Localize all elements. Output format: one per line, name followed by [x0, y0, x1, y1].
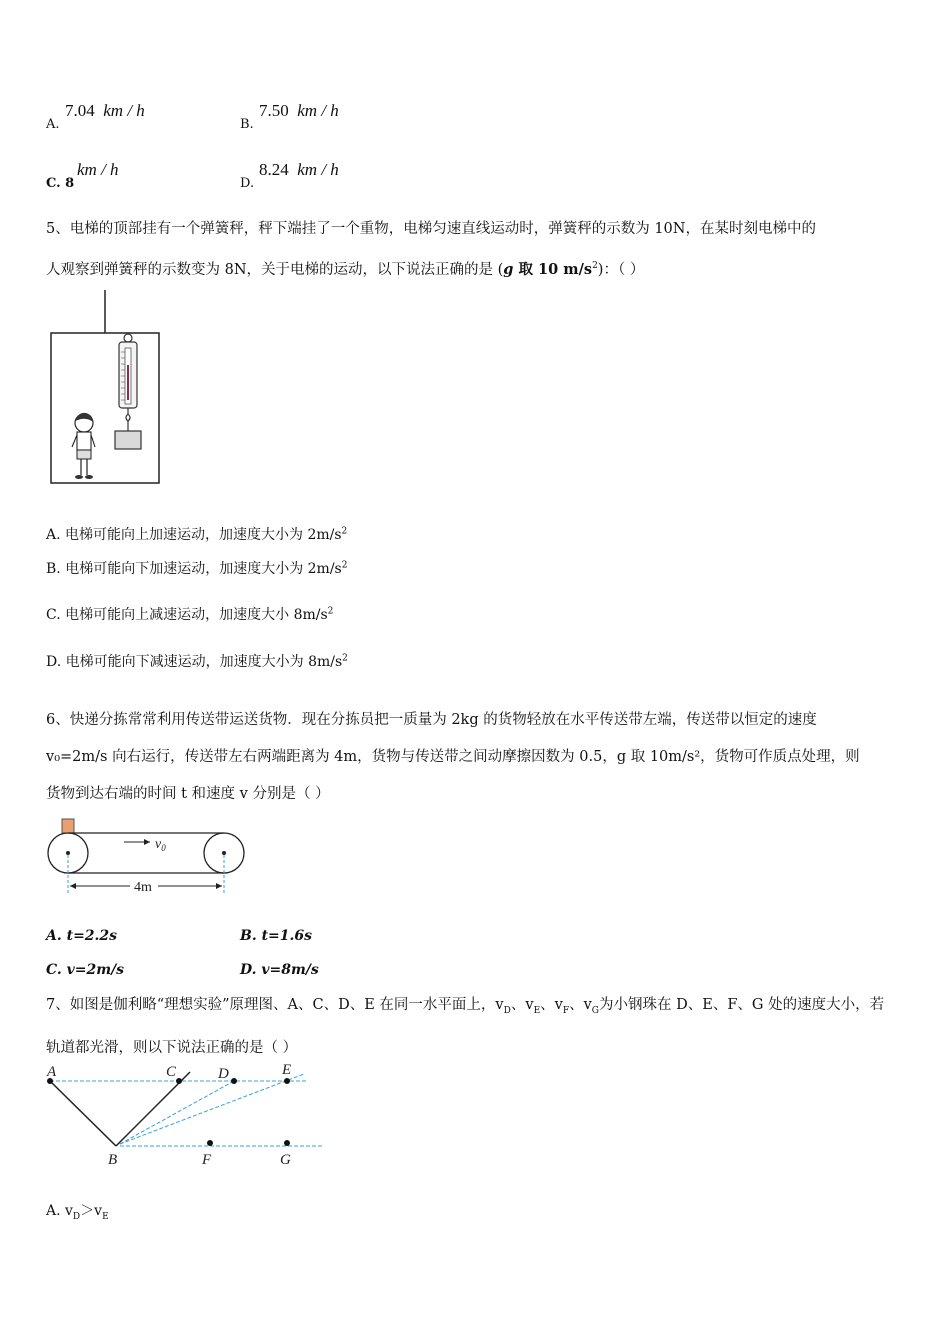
svg-text:B: B	[108, 1152, 118, 1168]
q5-stem-line2: 人观察到弹簧秤的示数变为 8N，关于电梯的运动，以下说法正确的是 (g 取 10 $m/s^2$)：（ ）	[46, 260, 645, 278]
q6-stem-line2: v₀=2m/s 向右运行，传送带左右两端距离为 4m，货物与传送带之间动摩擦因数为 0.5，g 取 10m/s²，货物可作质点处理，则	[46, 749, 860, 765]
q6-stem-line1: 6、快递分拣常常利用传送带运送货物．现在分拣员把一质量为 2kg 的货物轻放在水平传送带左端，传送带以恒定的速度	[46, 712, 817, 728]
svg-text:G: G	[280, 1152, 291, 1168]
q6-option-d: D. v=8m/s	[240, 962, 319, 978]
q5-stem-line1: 5、电梯的顶部挂有一个弹簧秤，秤下端挂了一个重物，电梯匀速直线运动时，弹簧秤的示数为 10N，在某时刻电梯中的	[46, 221, 816, 237]
q4-option-b-unit: km / h	[297, 101, 339, 120]
q5-option-c: C. 电梯可能向上减速运动，加速度大小 $8m/s^2$	[46, 606, 334, 623]
q4-option-b-number: 7.50	[259, 101, 289, 120]
q4-option-a-unit: km / h	[103, 101, 145, 120]
q7-stem-line1: 7、如图是伽利略“理想实验”原理图、A、C、D、E 在同一水平面上，$v_D$、$v_E$、$v_F$、$v_G$为小钢珠在 D、E、F、G 处的速度大小，若	[46, 997, 885, 1016]
q4-option-c-unit: km / h	[77, 160, 119, 179]
q6-option-b: B. t=1.6s	[240, 928, 313, 944]
svg-text:E: E	[282, 1062, 292, 1078]
q5-stem	[46, 211, 908, 289]
q4-option-a-value	[65, 101, 145, 121]
svg-text:F: F	[202, 1152, 212, 1168]
q4-option-b-label: B.	[240, 117, 254, 132]
galileo-experiment-figure	[40, 1060, 330, 1170]
q5-option-a: A. 电梯可能向上加速运动，加速度大小为 $2m/s^2$	[46, 526, 348, 543]
svg-text:4m: 4m	[134, 880, 152, 895]
svg-text:A: A	[47, 1064, 57, 1080]
q5-option-d: D. 电梯可能向下减速运动，加速度大小为 $8m/s^2$	[46, 653, 348, 670]
q4-option-d-unit: km / h	[297, 160, 339, 179]
cargo-box	[62, 819, 74, 833]
q7-stem-line2: 轨道都光滑，则以下说法正确的是（ ）	[46, 1039, 298, 1056]
q6-stem	[46, 702, 908, 813]
q4-option-b-value	[259, 101, 339, 121]
q7-option-a: A. $v_D>v_E$	[46, 1203, 109, 1222]
q4-option-c-label: C. 8	[46, 176, 75, 191]
q4-option-d-number: 8.24	[259, 160, 289, 179]
q4-option-a-label: A.	[46, 117, 60, 132]
svg-text:D: D	[218, 1066, 229, 1082]
svg-text:v0: $v_0$	[155, 837, 166, 853]
conveyor-belt-figure	[44, 815, 250, 901]
q4-option-d-value	[259, 160, 339, 180]
q7-stem	[46, 987, 908, 1067]
q5-option-b: B. 电梯可能向下加速运动，加速度大小为 $2m/s^2$	[46, 560, 348, 577]
q6-stem-line3: 货物到达右端的时间 t 和速度 v 分别是（ ）	[46, 786, 330, 802]
q4-option-d-label: D.	[240, 176, 255, 191]
svg-text:C: C	[166, 1064, 177, 1080]
q6-option-c: C. v=2m/s	[46, 962, 125, 978]
boy-icon	[72, 413, 95, 479]
q4-option-a-number: 7.04	[65, 101, 95, 120]
q6-option-a: A. t=2.2s	[46, 928, 118, 944]
elevator-figure	[48, 290, 164, 486]
